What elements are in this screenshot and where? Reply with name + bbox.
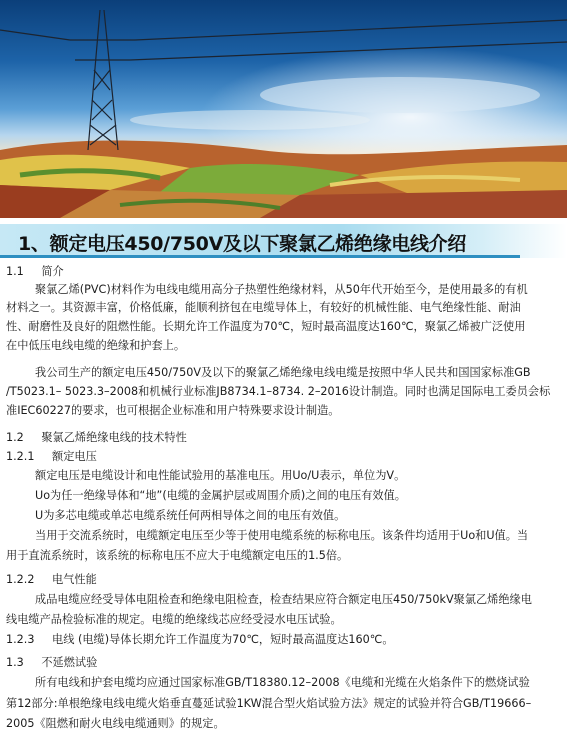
paragraph-line: 准IEC60227的要求，也可根据企业标准和用户特殊要求设计制造。 xyxy=(6,404,340,417)
paragraph-line: 成品电缆应经受导体电阻检查和绝缘电阻检查，检查结果应符合额定电压450/750kV聚氯乙烯绝缘电 xyxy=(35,593,532,606)
paragraph-line: U为多芯电缆或单芯电缆系统任何两相导体之间的电压有效值。 xyxy=(35,509,346,522)
heading-1-2 xyxy=(6,431,187,445)
heading-1-3 xyxy=(6,656,97,670)
heading-number: 1.2.3 xyxy=(6,633,35,646)
heading-text: 电气性能 xyxy=(52,573,97,586)
paragraph-line: 额定电压是电缆设计和电性能试验用的基准电压。用Uo/U表示，单位为V。 xyxy=(35,469,406,482)
paragraph-line: Uo为任一绝缘导体和“地”(电缆的金属护层或周围介质)之间的电压有效值。 xyxy=(35,489,406,502)
heading-number: 1.2 xyxy=(6,431,24,444)
heading-text: 简介 xyxy=(41,265,64,278)
paragraph-line: 在中低压电线电缆的绝缘和护套上。 xyxy=(6,339,186,352)
paragraph-line: 我公司生产的额定电压450/750V及以下的聚氯乙烯绝缘电线电缆是按照中华人民共和国国家标准GB xyxy=(35,366,531,379)
heading-text: 不延燃试验 xyxy=(41,656,98,669)
paragraph-line: 聚氯乙烯(PVC)材料作为电线电缆用高分子热塑性绝缘材料，从50年代开始至今，是使用最多的有机 xyxy=(35,283,528,296)
paragraph-line: 线电缆产品检验标准的规定。电缆的绝缘线芯应经受浸水电压试验。 xyxy=(6,613,342,626)
paragraph-line: 当用于交流系统时，电缆额定电压至少等于使用电缆系统的标称电压。该条件均适用于Uo和U值。当 xyxy=(35,529,529,542)
hero-image xyxy=(0,0,567,218)
paragraph-line: /T5023.1– 5023.3–2008和机械行业标准JB8734.1–8734. 2–2016设计制造。同时也满足国际电工委员会标 xyxy=(6,385,551,398)
heading-1-2-2 xyxy=(6,573,97,587)
heading-number: 1.3 xyxy=(6,656,24,669)
paragraph-line: 材料之一。其资源丰富，价格低廉，能顺利挤包在电缆导体上，有较好的机械性能、电气绝缘性能、耐油 xyxy=(6,301,521,314)
paragraph-line: 性、耐磨性及良好的阻燃性能。长期允许工作温度为70℃，短时最高温度达160℃，聚氯乙烯被广泛使用 xyxy=(6,320,526,333)
heading-number: 1.2.1 xyxy=(6,450,35,463)
paragraph-line: 所有电线和护套电缆均应通过国家标准GB/T18380.12–2008《电缆和光缆在火焰条件下的燃烧试验 xyxy=(35,676,530,689)
heading-text: 聚氯乙烯绝缘电线的技术特性 xyxy=(41,431,187,444)
heading-text: 电线 (电缆)导体长期允许工作温度为70℃，短时最高温度达160℃。 xyxy=(52,633,394,646)
paragraph-line: 用于直流系统时，该系统的标称电压不应大于电缆额定电压的1.5倍。 xyxy=(6,549,349,562)
heading-1-2-1 xyxy=(6,450,97,464)
heading-number: 1.2.2 xyxy=(6,573,35,586)
heading-text: 额定电压 xyxy=(52,450,97,463)
paragraph-line: 第12部分:单根绝缘电线电缆火焰垂直蔓延试验1KW混合型火焰试验方法》规定的试验并符合GB/T19666– xyxy=(6,697,532,710)
heading-number: 1.1 xyxy=(6,265,24,278)
heading-1-2-3 xyxy=(6,633,394,647)
page-title: 1、额定电压450/750V及以下聚氯乙烯绝缘电线介绍 xyxy=(18,233,467,255)
heading-1-1 xyxy=(6,265,64,279)
landscape-illustration xyxy=(0,0,567,218)
paragraph-line: 2005《阻燃和耐火电线电缆通则》的规定。 xyxy=(6,717,225,730)
